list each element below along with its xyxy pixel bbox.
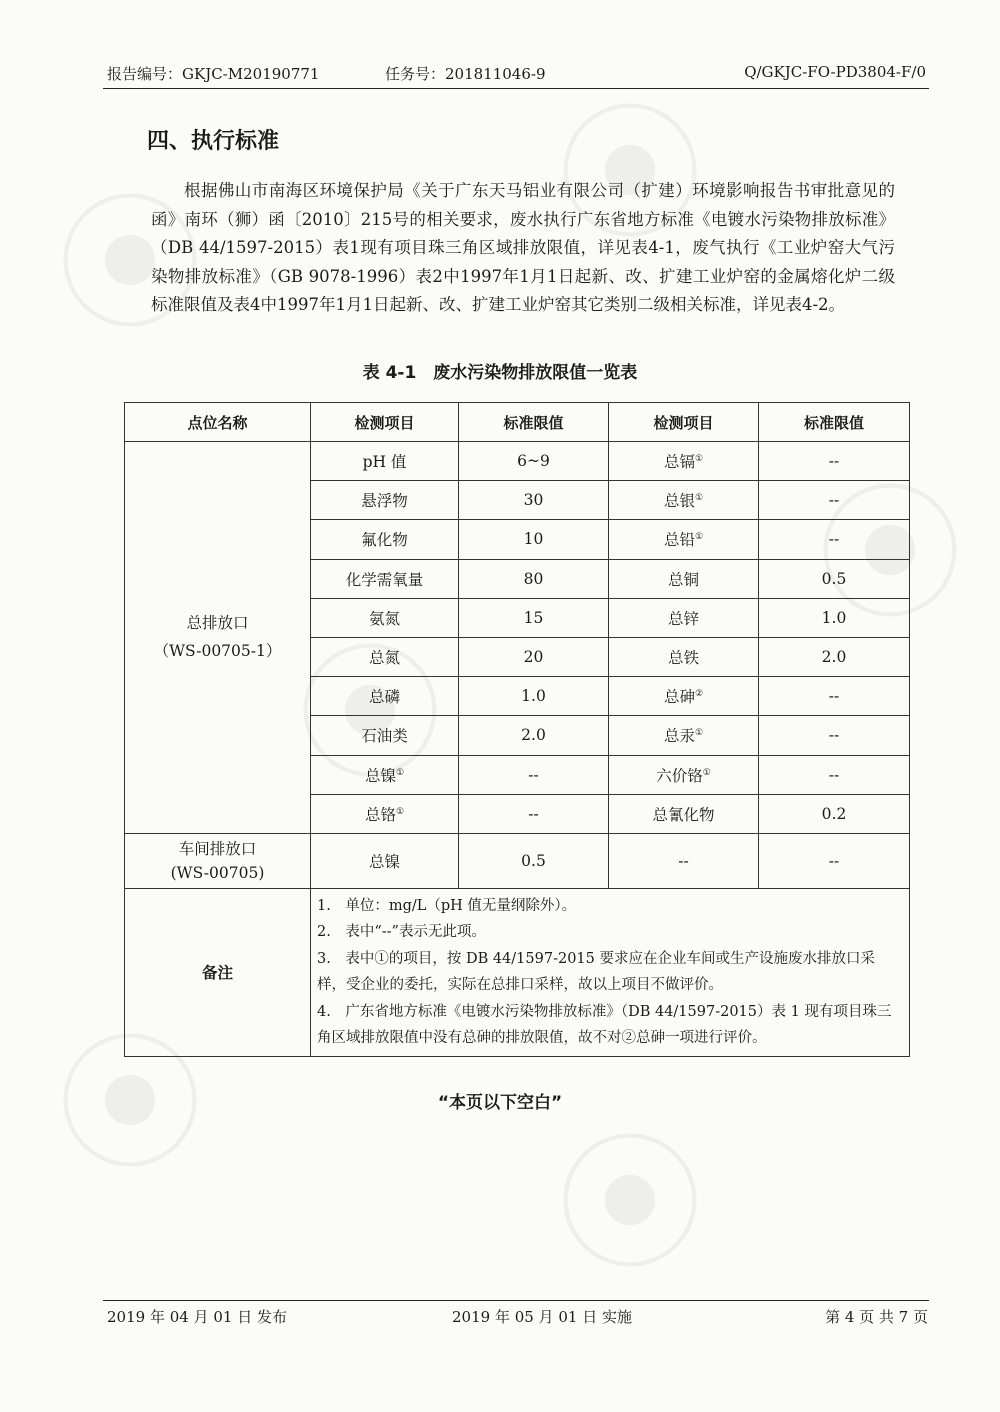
note-item: 4. 广东省地方标准《电镀水污染物排放标准》（DB 44/1597-2015）表 1 现有项目珠三角区域排放限值中没有总砷的排放限值，故不对②总砷一项进行评价。	[317, 1003, 892, 1047]
emission-limits-table	[124, 402, 910, 1057]
footnote-mark: ①	[694, 493, 704, 504]
table-cell	[609, 677, 759, 716]
table-cell	[759, 677, 910, 716]
cell-text: 总磷	[368, 688, 400, 707]
cell-text: 80	[523, 569, 544, 588]
table-cell	[459, 598, 609, 637]
table-cell	[759, 755, 910, 794]
workshop-row	[125, 833, 910, 888]
footnote-mark: ①	[395, 806, 405, 817]
cell-text: 总锌	[667, 609, 699, 628]
cell-text: 总铁	[667, 649, 699, 668]
cell-text: 氨氮	[368, 609, 400, 628]
cell-text: --	[828, 726, 840, 745]
header-limit: 标准限值	[459, 403, 609, 442]
cell-text: 总铬	[364, 805, 396, 824]
table-cell	[609, 559, 759, 598]
table-cell	[311, 716, 459, 755]
cell-text: 15	[523, 608, 544, 627]
header-item: 检测项目	[609, 403, 759, 442]
table-cell	[759, 794, 910, 833]
notes-label: 备注	[125, 888, 311, 1056]
table-header-row	[125, 403, 910, 442]
table-cell	[311, 559, 459, 598]
cell-text: 总汞	[663, 727, 695, 746]
cell-text: 2.0	[821, 648, 847, 667]
table-cell	[609, 481, 759, 520]
table-cell	[759, 637, 910, 676]
table-cell	[311, 755, 459, 794]
cell-text: 6~9	[517, 452, 550, 471]
ucas-watermark-icon	[560, 1130, 700, 1270]
table-cell	[459, 481, 609, 520]
cell-text: 总铅	[663, 531, 695, 550]
cell-text: 总氮	[368, 649, 400, 668]
table-cell	[609, 442, 759, 481]
table-title: 表 4-1 废水污染物排放限值一览表	[362, 363, 638, 383]
table-cell	[311, 481, 459, 520]
footnote-mark: ①	[395, 767, 405, 778]
cell-text: 悬浮物	[361, 492, 408, 511]
header-limit: 标准限值	[759, 403, 910, 442]
footer-divider	[103, 1300, 929, 1301]
cell-text: --	[828, 452, 840, 471]
notes-row	[125, 888, 910, 1056]
table-cell	[459, 794, 609, 833]
footnote-mark: ①	[702, 767, 711, 778]
workshop-site-code: (WS-00705)	[170, 863, 265, 882]
main-outlet-site-cell	[125, 442, 311, 834]
cell-text: 总砷	[663, 688, 695, 707]
cell-text: pH 值	[362, 453, 407, 472]
cell-text: 总镉	[663, 453, 695, 472]
cell-text: --	[528, 804, 539, 823]
standard-paragraph: 根据佛山市南海区环境保护局《关于广东天马铝业有限公司（扩建）环境影响报告书审批意见的函》南环（狮）函〔2010〕215号的相关要求，废水执行广东省地方标准《电镀水污染物排放标准》（DB 44/1597-2015）表1现有项目珠三角区域排放限值，详见表4-1，废气执行《工业炉窑大气污染物排放标准》（GB 9078-1996）表2中1997年1月1日起新、改、扩建工业炉窑的金属熔化炉二级标准限值及表4中1997年1月1日起新、改、扩建工业炉窑其它类别二级相关标准，详见表4-2。	[151, 181, 895, 315]
note-item: 2. 表中“--”表示无此项。	[317, 924, 486, 941]
table-cell	[459, 442, 609, 481]
table-cell	[311, 794, 459, 833]
table-cell	[311, 520, 459, 559]
cell-text: 总银	[663, 492, 695, 511]
table-cell	[759, 598, 910, 637]
cell-text: 1.0	[821, 608, 847, 627]
workshop-site-cell	[125, 833, 311, 888]
table-cell	[759, 442, 910, 481]
table-cell	[459, 520, 609, 559]
cell-text: 30	[523, 491, 544, 510]
page-number: 第 4 页 共 7 页	[825, 1308, 928, 1326]
workshop-site-name: 车间排放口	[178, 839, 257, 858]
publish-date: 2019 年 04 月 01 日 发布	[107, 1308, 287, 1326]
table-cell	[759, 481, 910, 520]
document-code: Q/GKJC-FO-PD3804-F/0	[744, 63, 926, 81]
report-number: 报告编号：GKJC-M20190771	[107, 65, 320, 83]
header-item: 检测项目	[311, 403, 459, 442]
cell-text: 石油类	[361, 727, 408, 746]
cell-text: 总氰化物	[652, 805, 715, 824]
cell-text: 总镍	[364, 766, 396, 785]
footnote-mark: ①	[694, 453, 704, 464]
cell-text: 六价铬	[656, 766, 703, 785]
table-cell	[459, 677, 609, 716]
table-cell	[609, 598, 759, 637]
table-cell	[759, 520, 910, 559]
table-cell	[759, 716, 910, 755]
table-cell	[609, 520, 759, 559]
cell-text: 1.0	[521, 687, 546, 706]
cell-text: 2.0	[521, 726, 546, 745]
table-cell	[759, 559, 910, 598]
cell-text: --	[528, 765, 539, 784]
table-cell: --	[759, 833, 910, 888]
footnote-mark: ①	[694, 532, 704, 543]
cell-text: --	[828, 765, 840, 784]
cell-text: 化学需氧量	[345, 570, 424, 589]
section-title: 四、执行标准	[147, 129, 280, 154]
cell-text: 20	[523, 648, 544, 667]
cell-text: --	[828, 530, 840, 549]
table-cell	[609, 794, 759, 833]
cell-text: 0.5	[821, 569, 847, 588]
implement-date: 2019 年 05 月 01 日 实施	[452, 1308, 632, 1326]
header-divider	[103, 88, 929, 89]
table-row	[125, 442, 910, 481]
table-cell: 总镍	[311, 833, 459, 888]
cell-text: 10	[523, 530, 544, 549]
table-cell	[459, 716, 609, 755]
table-cell	[459, 755, 609, 794]
footnote-mark: ①	[694, 728, 704, 739]
table-cell	[311, 637, 459, 676]
table-cell	[459, 637, 609, 676]
main-outlet-code: （WS-00705-1）	[153, 642, 282, 661]
table-cell	[311, 442, 459, 481]
table-cell: 0.5	[459, 833, 609, 888]
table-cell	[311, 677, 459, 716]
notes-cell	[311, 888, 910, 1056]
header-site: 点位名称	[125, 403, 311, 442]
blank-below-note: “本页以下空白”	[437, 1093, 563, 1113]
table-cell	[459, 559, 609, 598]
cell-text: 氟化物	[361, 531, 408, 550]
cell-text: 总铜	[667, 570, 699, 589]
table-cell	[609, 637, 759, 676]
task-number: 任务号：201811046-9	[385, 65, 546, 83]
footnote-mark: ②	[694, 689, 704, 700]
cell-text: 0.2	[821, 804, 847, 823]
cell-text: --	[828, 491, 840, 510]
cell-text: --	[828, 687, 840, 706]
table-cell: --	[609, 833, 759, 888]
table-cell	[609, 755, 759, 794]
note-item: 3. 表中①的项目，按 DB 44/1597-2015 要求应在企业车间或生产设施废水排放口采样，受企业的委托，实际在总排口采样，故以上项目不做评价。	[317, 950, 875, 994]
table-cell	[311, 598, 459, 637]
table-body	[125, 442, 910, 1057]
main-outlet-name: 总排放口	[186, 614, 249, 633]
table-cell	[609, 716, 759, 755]
note-item: 1. 单位：mg/L（pH 值无量纲除外）。	[317, 897, 577, 914]
